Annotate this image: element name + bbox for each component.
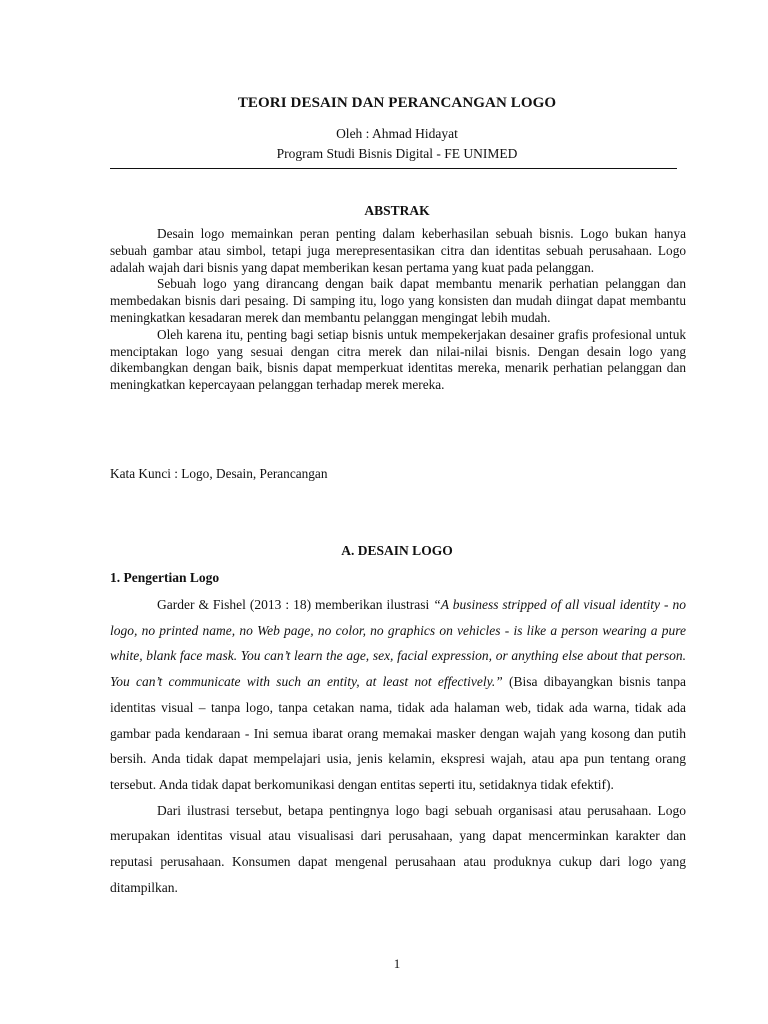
document-title: TEORI DESAIN DAN PERANCANGAN LOGO [237, 95, 557, 111]
keywords-line: Kata Kunci : Logo, Desain, Perancangan [110, 466, 328, 481]
page-number: 1 [393, 956, 401, 971]
quote-text: “A business stripped of all visual identity - no logo, no printed name, no Web page, no color, no graphics on vehicles - is like a person wearing a pure white, blank face mask. You can’t learn the age, sex, facial expression, or anything else about that person. You can’t communicate with such an entity, at least not effectively.” [110, 597, 686, 690]
subsection-heading: 1. Pengertian Logo [110, 570, 220, 585]
abstract-paragraph: Desain logo memainkan peran penting dalam keberhasilan sebuah bisnis. Logo bukan hanya sebuah gambar atau simbol, tetapi juga merepresentasikan citra dan identitas sebuah perusahaan. Logo adalah wajah dari bisnis yang dapat memberikan kesan pertama yang kuat pada pelanggan. [110, 226, 686, 275]
header-divider [110, 168, 677, 169]
author-line: Oleh : Ahmad Hidayat [336, 126, 458, 141]
body-paragraph [110, 592, 686, 798]
abstract-body [110, 226, 686, 394]
body-paragraph: Dari ilustrasi tersebut, betapa pentingnya logo bagi sebuah organisasi atau perusahaan. Logo merupakan identitas visual atau visualisasi dari perusahaan, yang dapat mencerminkan karakter dan reputasi perusahaan. Konsumen dapat mengenal perusahaan atau produknya cukup dari logo yang ditampilkan. [110, 802, 686, 895]
affiliation-line: Program Studi Bisnis Digital - FE UNIMED [276, 146, 518, 161]
paragraph-translation: (Bisa dibayangkan bisnis tanpa identitas visual – tanpa logo, tanpa cetakan nama, tidak ada halaman web, tidak ada warna, tidak ada gambar pada kendaraan - Ini semua ibarat orang memakai masker dengan wajah yang kosong dan putih bersih. Anda tidak dapat mempelajari usia, jenis kelamin, ekspresi wajah, atau apa pun tentang orang tersebut. Anda tidak dapat berkomunikasi dengan entitas seperti itu, setidaknya tidak efektif). [110, 674, 687, 792]
abstract-heading: ABSTRAK [364, 203, 430, 218]
section-heading: A. DESAIN LOGO [341, 543, 453, 558]
paragraph-lead: Garder & Fishel (2013 : 18) memberikan ilustrasi [157, 597, 434, 612]
abstract-paragraph: Oleh karena itu, penting bagi setiap bisnis untuk mempekerjakan desainer grafis profesional untuk menciptakan logo yang sesuai dengan citra merek dan nilai-nilai bisnis. Dengan desain logo yang dikembangkan dengan baik, bisnis dapat memperkuat identitas mereka, menarik perhatian pelanggan dan meningkatkan kepercayaan pelanggan terhadap merek mereka. [110, 326, 686, 393]
abstract-paragraph: Sebuah logo yang dirancang dengan baik dapat membantu menarik perhatian pelanggan dan membedakan bisnis dari pesaing. Di samping itu, logo yang konsisten dan mudah diingat dapat membantu meningkatkan kesadaran merek dan membantu pelanggan mengingat lebih mudah. [110, 276, 686, 325]
section-body [110, 592, 686, 900]
